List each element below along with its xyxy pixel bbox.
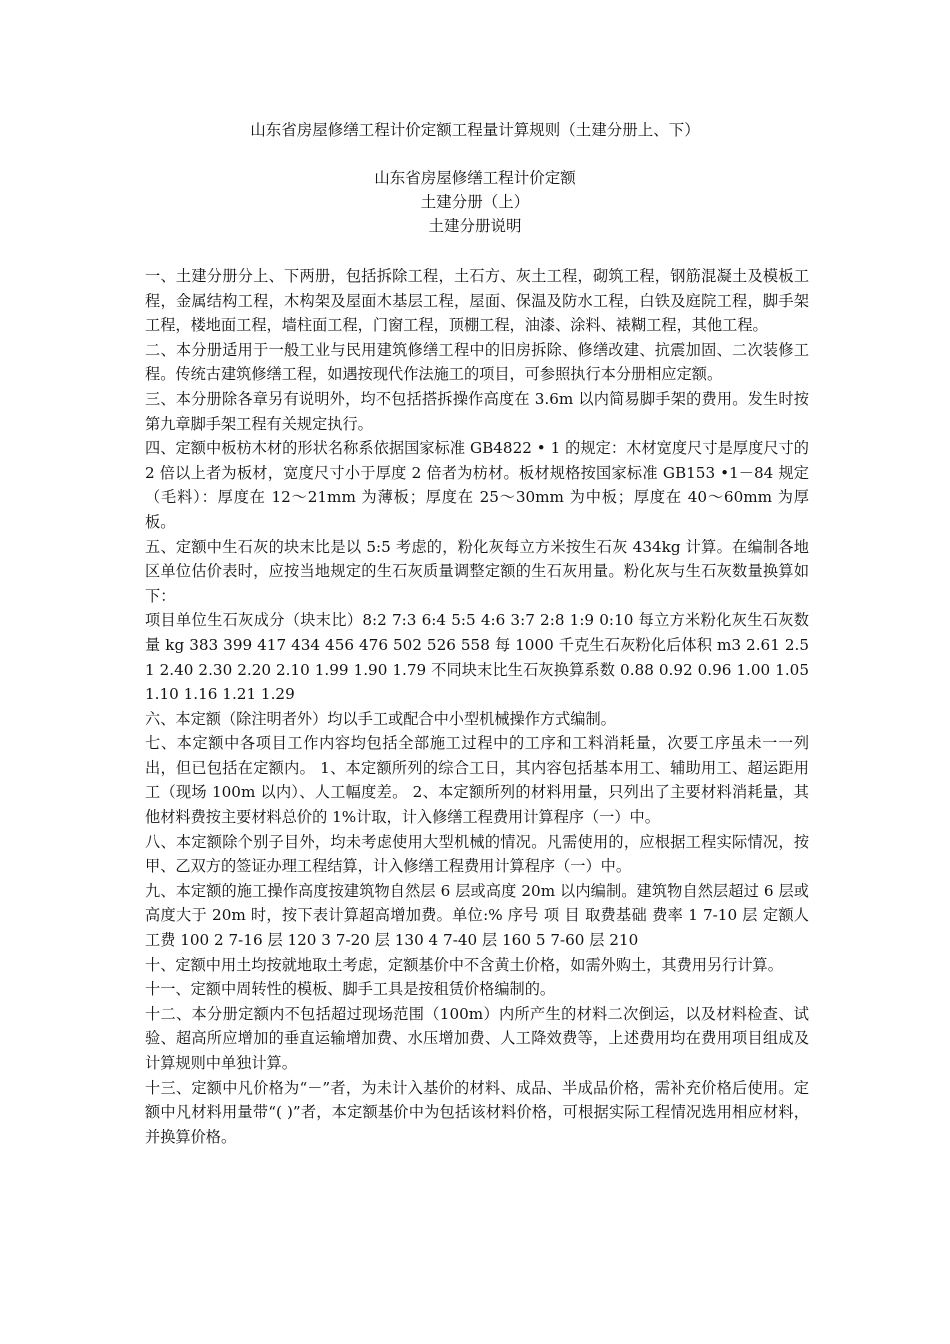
heading-volume-description: 土建分册说明 (428, 217, 522, 235)
paragraph-9: 九、本定额的施工操作高度按建筑物自然层 6 层或高度 20m 以内编制。建筑物自然层超过 6 层或高度大于 20m 时，按下表计算超高增加费。单位:% 序号 项 目 取费基础 费率 1 7-10 层 定额人工费 100 2 7-16 层 120 3 7-20 层 130 4 7-40 层 160 5 7-60 层 210 (145, 881, 809, 950)
lime-conversion-table-text: 项目单位生石灰成分（块末比）8:2 7:3 6:4 5:5 4:6 3:7 2:8 1:9 0:10 每立方米粉化灰生石灰数量 kg 383 399 417 434 456 476 502 526 558 每 1000 千克生石灰粉化后体积 m3 2.61 2.51 2.40 2.30 2.20 2.10 1.99 1.90 1.79 不同块末比生石灰换算系数 0.88 0.92 0.96 1.00 1.05 1.10 1.16 1.21 1.29 (145, 611, 809, 704)
body-text (145, 264, 809, 1149)
paragraph-3: 三、本分册除各章另有说明外，均不包括搭拆操作高度在 3.6m 以内简易脚手架的费用。发生时按第九章脚手架工程有关规定执行。 (145, 389, 809, 433)
paragraph-5: 五、定额中生石灰的块末比是以 5:5 考虑的，粉化灰每立方米按生石灰 434kg 计算。在编制各地区单位估价表时，应按当地规定的生石灰质量调整定额的生石灰用量。粉化灰与生石灰数量换算如下： (145, 537, 809, 605)
section-heading-block (0, 166, 950, 238)
paragraph-13: 十三、定额中凡价格为“－”者，为未计入基价的材料、成品、半成品价格，需补充价格后使用。定额中凡材料用量带“( )”者，本定额基价中为包括该材料价格，可根据实际工程情况选用相应材料，并换算价格。 (145, 1078, 809, 1146)
heading-quota-name: 山东省房屋修缮工程计价定额 (374, 169, 576, 187)
document-title: 山东省房屋修缮工程计价定额工程量计算规则（土建分册上、下） (250, 121, 700, 139)
paragraph-11: 十一、定额中周转性的模板、脚手工具是按租赁价格编制的。 (145, 980, 556, 999)
paragraph-1: 一、土建分册分上、下两册，包括拆除工程，土石方、灰土工程，砌筑工程，钢筋混凝土及模板工程，金属结构工程，木构架及屋面木基层工程，屋面、保温及防水工程，白铁及庭院工程，脚手架工程，楼地面工程，墙柱面工程，门窗工程，顶棚工程，油漆、涂料、裱糊工程，其他工程。 (145, 267, 809, 335)
paragraph-6: 六、本定额（除注明者外）均以手工或配合中小型机械操作方式编制。 (145, 709, 616, 728)
heading-volume-name: 土建分册（上） (420, 193, 530, 211)
paragraph-7: 七、本定额中各项目工作内容均包括全部施工过程中的工序和工料消耗量，次要工序虽未一一列出，但已包括在定额内。 1、本定额所列的综合工日，其内容包括基本用工、辅助用工、超运距用工（现场 100m 以内）、人工幅度差。 2、本定额所列的材料用量，只列出了主要材料消耗量，其他材料费按主要材料总价的 1%计取，计入修缮工程费用计算程序（一）中。 (145, 734, 809, 827)
paragraph-12: 十二、本分册定额内不包括超过现场范围（100m）内所产生的材料二次倒运，以及材料检查、试验、超高所应增加的垂直运输增加费、水压增加费、人工降效费等，上述费用均在费用项目组成及计算规则中单独计算。 (145, 1004, 809, 1072)
paragraph-2: 二、本分册适用于一般工业与民用建筑修缮工程中的旧房拆除、修缮改建、抗震加固、二次装修工程。传统古建筑修缮工程，如遇按现代作法施工的项目，可参照执行本分册相应定额。 (145, 340, 809, 384)
paragraph-8: 八、本定额除个别子目外，均未考虑使用大型机械的情况。凡需使用的，应根据工程实际情况，按甲、乙双方的签证办理工程结算，计入修缮工程费用计算程序（一）中。 (145, 832, 809, 876)
paragraph-4: 四、定额中板枋木材的形状名称系依据国家标准 GB4822 • 1 的规定：木材宽度尺寸是厚度尺寸的 2 倍以上者为板材，宽度尺寸小于厚度 2 倍者为枋材。板材规格按国家标准 GB153 •1－84 规定（毛料）：厚度在 12～21mm 为薄板；厚度在 25～30mm 为中板；厚度在 40～60mm 为厚板。 (145, 439, 809, 531)
paragraph-10: 十、定额中用土均按就地取土考虑，定额基价中不含黄土价格，如需外购土，其费用另行计算。 (145, 955, 783, 974)
